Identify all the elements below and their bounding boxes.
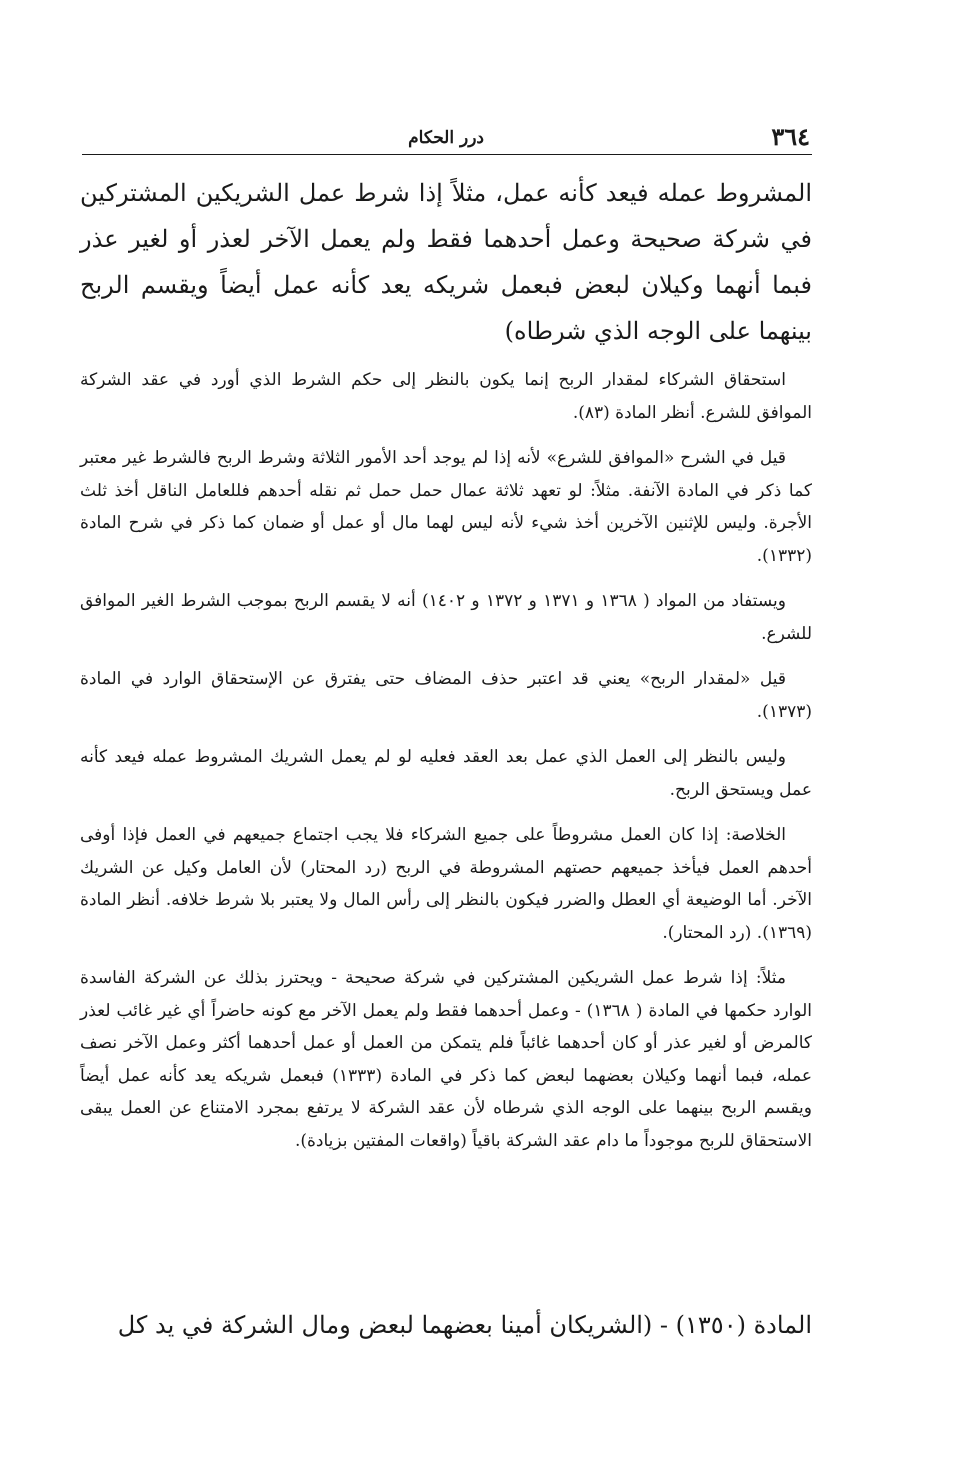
commentary-paragraph: استحقاق الشركاء لمقدار الربح إنما يكون بالنظر إلى حكم الشرط الذي أورد في عقد الشركة الموافق للشرع. أنظر المادة (٨٣). [80,370,812,423]
commentary-paragraph: ويستفاد من المواد ( ١٣٦٨ و ١٣٧١ و ١٣٧٢ و ١٤٠٢) أنه لا يقسم الربح بموجب الشرط الغير الموافق للشرع. [80,591,812,644]
article-text-continuation: المشروط عمله فيعد كأنه عمل، مثلاً إذا شرط عمل الشريكين المشتركين في شركة صحيحة وعمل أحدهما فقط ولم يعمل الآخر لعذر أو لغير عذر فبما أنهما وكيلان لبعض فبعمل شريكه يعد كأنه عمل أيضاً ويقسم الربح بينهما على الوجه الذي شرطاه) [80,179,812,345]
commentary-paragraph: مثلاً: إذا شرط عمل الشريكين المشتركين في شركة صحيحة - ويحترز بذلك عن الشركة الفاسدة الوارد حكمها في المادة ( ١٣٦٨) - وعمل أحدهما فقط ولم يعمل الآخر مع كونه حاضراً أي غير غائب لعذر كالمرض أو لغير عذر أو كان أحدهما غائباً فلم يتمكن من العمل أو عمل أحدهما أكثر وعمل الآخر نصف عمله، فبما أنهما وكيلان بعضهما لبعض كما ذكر في المادة (١٣٣٣) فبعمل شريكه يعد كأنه عمل أيضاً ويقسم الربح بينهما على الوجه الذي شرطاه لأن عقد الشركة لا يرتفع بمجرد الامتناع عن العمل يبقى الاستحقاق للربح موجوداً ما دام عقد الشركة باقياً (واقعات المفتين بزيادة). [80,968,813,1151]
header-rule [82,154,812,155]
next-article-heading: المادة (١٣٥٠) - (الشريكان أمينا بعضهما لبعض ومال الشركة في يد كل [117,1311,812,1339]
commentary-paragraph: وليس بالنظر إلى العمل الذي عمل بعد العقد فعليه لو لم يعمل الشريك المشروط عمله فيعد كأنه عمل ويستحق الربح. [80,747,812,800]
page-number: ٣٦٤ [771,122,810,151]
commentary-paragraph: قيل «لمقدار الربح» يعني قد اعتبر حذف المضاف حتى يفترق عن الإستحقاق الوارد في المادة (١٣٧٣). [80,669,812,722]
commentary-paragraph: قيل في الشرح «الموافق للشرع» لأنه إذا لم يوجد أحد الأمور الثلاثة وشرط الربح فالشرط غير معتبر كما ذكر في المادة الآنفة. مثلاً: لو تعهد ثلاثة عمال حمل حمل ثم نقله أحدهم فللعامل الناقل أخذ ثلث الأجرة. وليس للإثنين الآخرين أخذ شيء لأنه ليس لهما مال أو عمل أو ضمان كما ذكر في شرح المادة (١٣٣٢). [80,448,812,566]
page-header [82,120,810,154]
page-body [80,170,812,1170]
commentary-section [80,364,812,1157]
running-title: درر الحكام [408,128,484,148]
commentary-paragraph: الخلاصة: إذا كان العمل مشروطاً على جميع الشركاء فلا يجب اجتماع جميعهم في العمل فإذا أوفى أحدهم العمل فيأخذ جميعهم حصتهم المشروطة في الربح (رد المحتار) لأن العامل وكيل عن الشريك الآخر. أما الوضيعة أي العطل والضرر فيكون بالنظر إلى رأس المال ولا يعتبر بلا شرط خلافه. أنظر المادة (١٣٦٩). (رد المحتار). [80,825,812,943]
